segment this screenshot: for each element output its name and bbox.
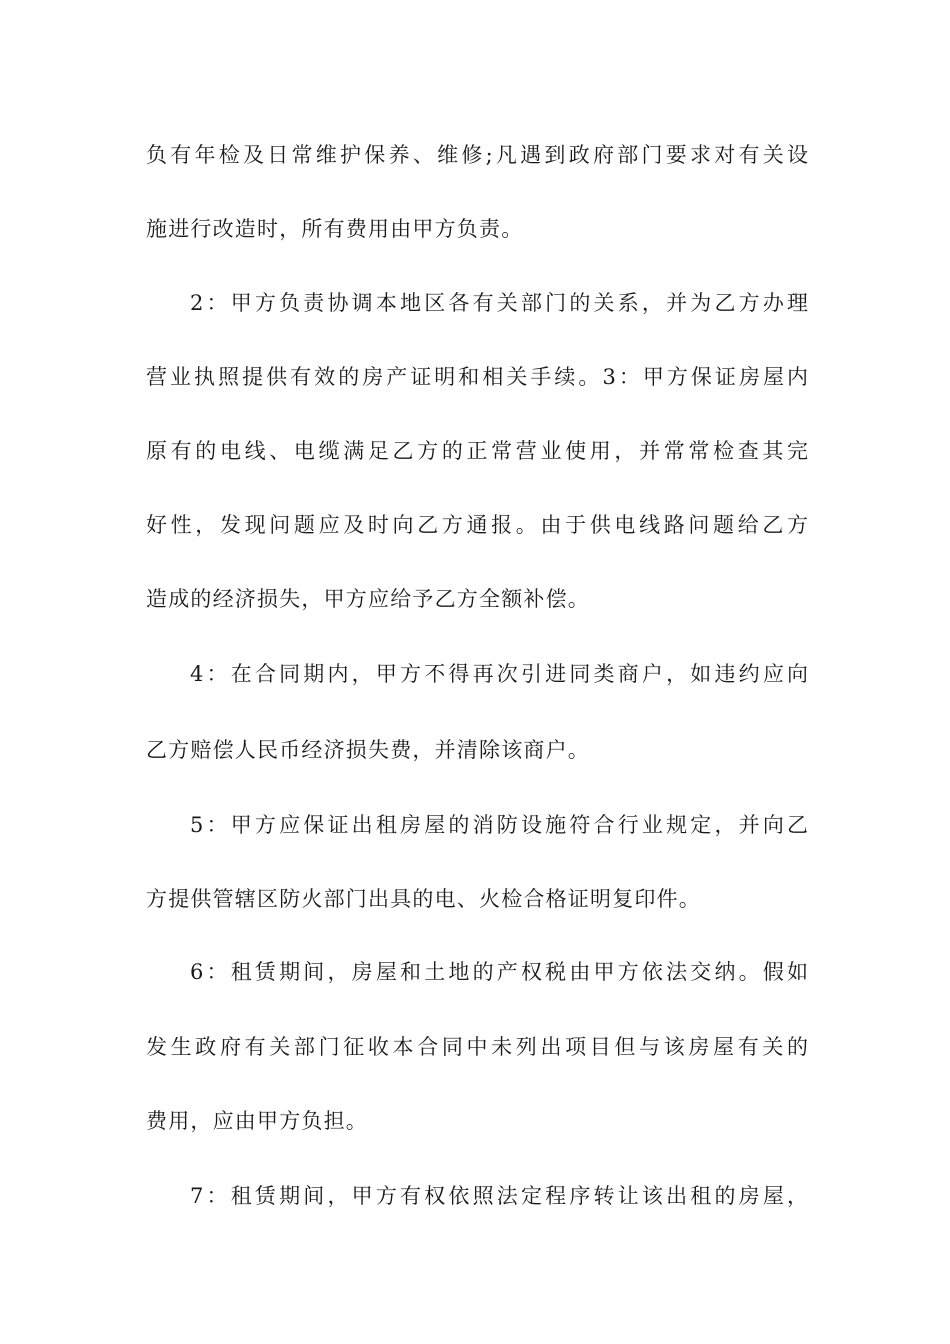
paragraph-line: 乙方赔偿人民币经济损失费，并清除该商户。 — [146, 738, 590, 762]
paragraph-line: 原有的电线、电缆满足乙方的正常营业使用，并常常检查其完 — [146, 439, 808, 463]
paragraph-line: 方提供管辖区防火部门出具的电、火检合格证明复印件。 — [146, 887, 701, 911]
paragraph-line: 好性，发现问题应及时向乙方通报。由于供电线路问题给乙方 — [146, 513, 808, 537]
paragraph-line: 负有年检及日常维护保养、维修;凡遇到政府部门要求对有关设 — [146, 143, 808, 167]
paragraph-line: 5：甲方应保证出租房屋的消防设施符合行业规定，并向乙 — [190, 813, 808, 837]
paragraph-line: 2：甲方负责协调本地区各有关部门的关系，并为乙方办理 — [190, 291, 808, 315]
paragraph-line: 6：租赁期间，房屋和土地的产权税由甲方依法交纳。假如 — [190, 960, 808, 984]
paragraph-line: 发生政府有关部门征收本合同中未列出项目但与该房屋有关的 — [146, 1035, 808, 1059]
paragraph-line: 7：租赁期间，甲方有权依照法定程序转让该出租的房屋， — [190, 1184, 808, 1208]
paragraph-line: 施进行改造时，所有费用由甲方负责。 — [146, 217, 524, 241]
paragraph-line: 营业执照提供有效的房产证明和相关手续。3：甲方保证房屋内 — [146, 365, 808, 389]
paragraph-line: 费用，应由甲方负担。 — [146, 1109, 368, 1133]
paragraph-line: 造成的经济损失，甲方应给予乙方全额补偿。 — [146, 587, 590, 611]
paragraph-line: 4：在合同期内，甲方不得再次引进同类商户，如违约应向 — [190, 662, 808, 686]
